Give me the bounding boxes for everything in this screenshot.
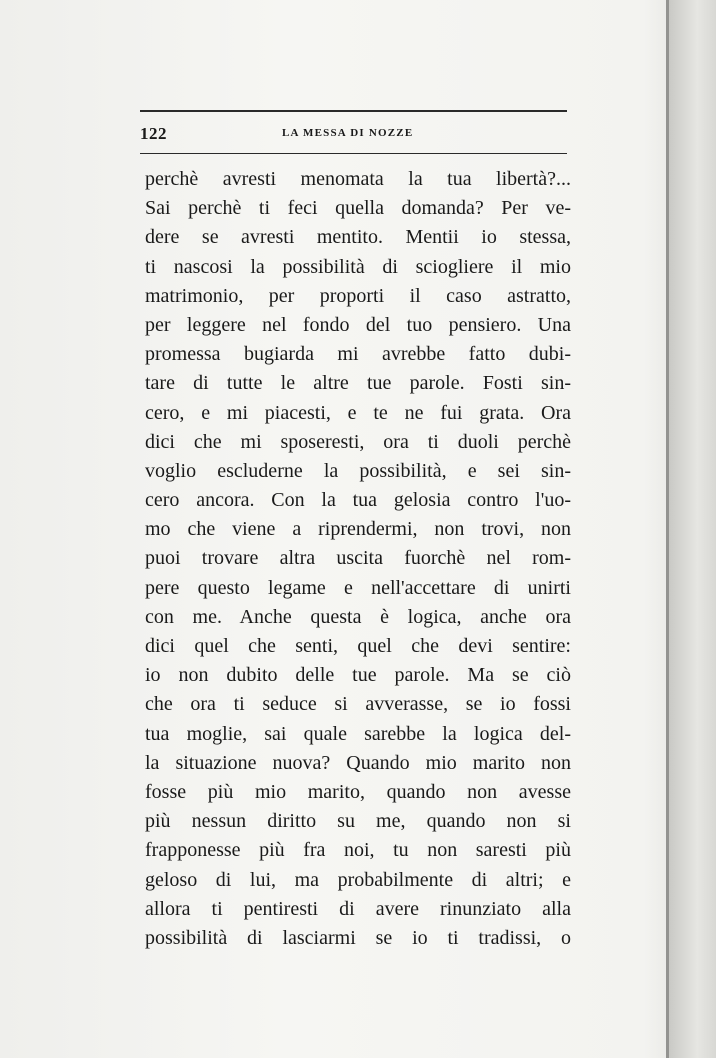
text-line: voglio escluderne la possibilità, e sei sin- (145, 459, 571, 482)
text-line: matrimonio, per proporti il caso astratto, (145, 284, 571, 307)
text-line: allora ti pentiresti di avere rinunziato alla (145, 897, 571, 920)
header-bottom-rule (140, 153, 567, 154)
text-line: possibilità di lasciarmi se io ti tradissi, o (145, 926, 571, 949)
text-line: io non dubito delle tue parole. Ma se ciò (145, 664, 571, 687)
text-line: con me. Anche questa è logica, anche ora (145, 605, 571, 628)
running-title: LA MESSA DI NOZZE (282, 127, 414, 139)
page-number: 122 (140, 124, 167, 143)
text-line: pere questo legame e nell'accettare di unirti (145, 576, 571, 599)
text-line: ti nascosi la possibilità di sciogliere il mio (145, 255, 571, 278)
text-line: mo che viene a riprendermi, non trovi, non (145, 518, 571, 541)
running-header (140, 124, 567, 146)
text-line: geloso di lui, ma probabilmente di altri; e (145, 868, 571, 891)
header-top-rule (140, 110, 567, 112)
text-line: cero, e mi piacesti, e te ne fui grata. Ora (145, 401, 571, 424)
text-line: perchè avresti menomata la tua libertà?... (145, 168, 571, 190)
text-line: più nessun diritto su me, quando non si (145, 810, 571, 833)
text-line: dici quel che senti, quel che devi sentire: (145, 635, 571, 657)
text-line: dere se avresti mentito. Mentii io stessa, (145, 226, 571, 249)
text-line: dici che mi sposeresti, ora ti duoli perchè (145, 430, 571, 453)
page-edge-shadow (669, 0, 716, 1058)
text-line: tua moglie, sai quale sarebbe la logica del- (145, 722, 571, 745)
text-line: puoi trovare altra uscita fuorchè nel rom- (145, 547, 571, 570)
body-text (145, 165, 571, 953)
text-line: fosse più mio marito, quando non avesse (145, 780, 571, 803)
text-line: che ora ti seduce si avverasse, se io fossi (145, 693, 571, 716)
text-line: promessa bugiarda mi avrebbe fatto dubi- (145, 343, 571, 366)
text-line: Sai perchè ti feci quella domanda? Per ve- (145, 197, 571, 220)
text-line: frapponesse più fra noi, tu non saresti più (145, 839, 571, 862)
text-line: per leggere nel fondo del tuo pensiero. Una (145, 313, 571, 336)
text-line: tare di tutte le altre tue parole. Fosti sin- (145, 372, 571, 395)
text-line: cero ancora. Con la tua gelosia contro l'uo- (145, 489, 571, 512)
text-line: la situazione nuova? Quando mio marito non (145, 751, 571, 774)
